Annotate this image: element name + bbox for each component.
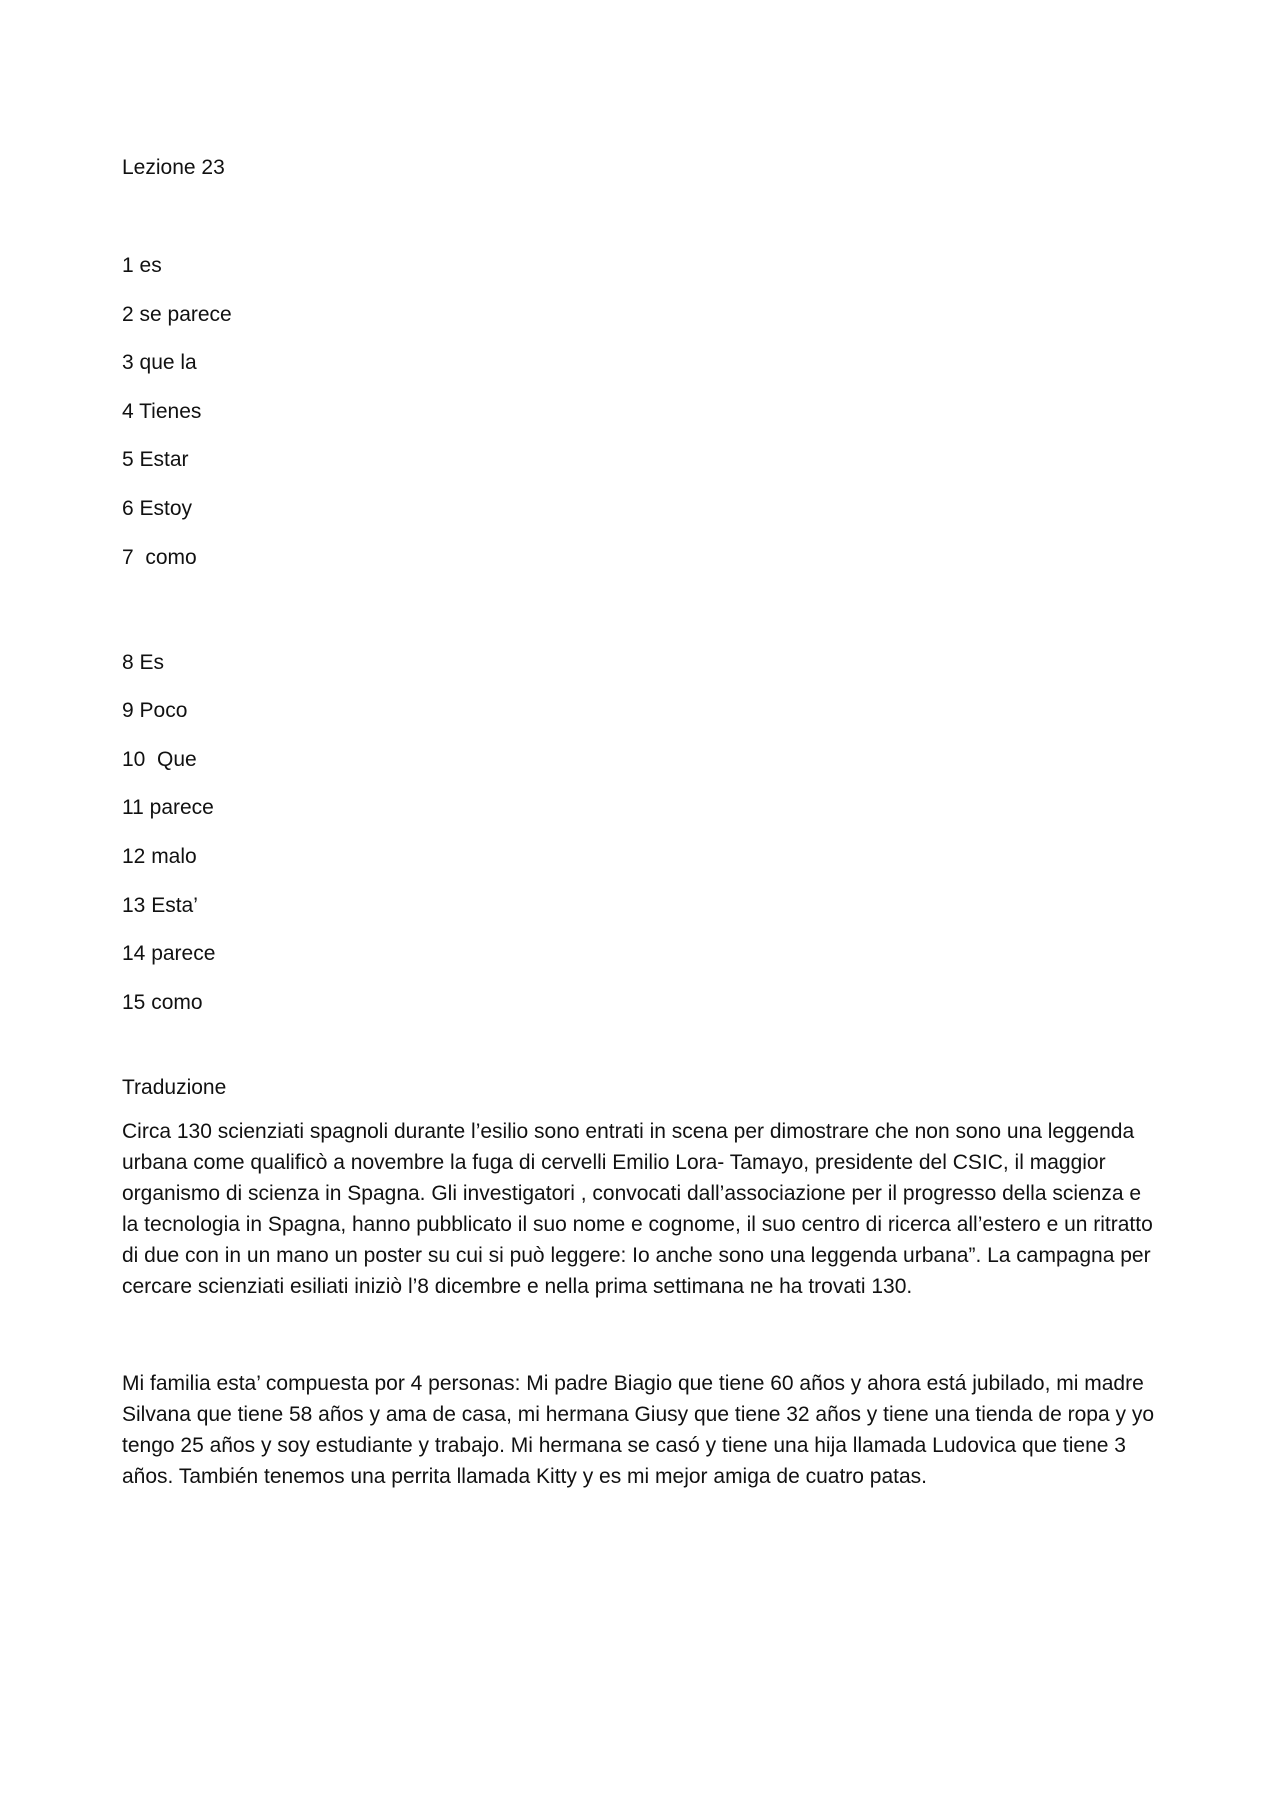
answer-item: 13 Esta’: [122, 893, 198, 917]
lesson-title: Lezione 23: [122, 156, 225, 179]
translation-paragraph: Circa 130 scienziati spagnoli durante l’esilio sono entrati in scena per dimostrare che non sono una leggenda urbana come qualificò a novembre la fuga di cervelli Emilio Lora- Tamayo, presidente del CSIC, il maggior organismo di scienza in Spagna. Gli investigatori , convocati dall’associazione per il progresso della scienza e la tecnologia in Spagna, hanno pubblicato il suo nome e cognome, il suo centro di ricerca all’estero e un ritratto di due con in un mano un poster su cui si può leggere: Io anche sono una leggenda urbana”. La campagna per cercare scienziati esiliati iniziò l’8 dicembre e nella prima settimana ne ha trovati 130.: [122, 1119, 1153, 1298]
answer-item: 1 es: [122, 254, 162, 277]
translation-heading: Traduzione: [122, 1075, 227, 1099]
answer-item: 11 parece: [122, 796, 214, 820]
answer-item: 7 como: [122, 545, 197, 569]
answer-item: 5 Estar: [122, 448, 189, 472]
answer-item: 2 se parece: [122, 302, 232, 326]
answer-item: 12 malo: [122, 844, 197, 868]
answer-list-part1: [122, 252, 1162, 572]
answer-item: 8 Es: [122, 650, 165, 674]
answer-item: 15 como: [122, 990, 203, 1014]
answer-item: 14 parece: [122, 942, 216, 966]
answer-item: 9 Poco: [122, 699, 188, 723]
answer-item: 10 Que: [122, 747, 197, 771]
answer-item: 6 Estoy: [122, 496, 193, 520]
answer-item: 3 que la: [122, 351, 197, 375]
answer-list-part2: [122, 649, 1162, 1017]
family-paragraph: Mi familia esta’ compuesta por 4 personas: Mi padre Biagio que tiene 60 años y ahora está jubilado, mi madre Silvana que tiene 58 años y ama de casa, mi hermana Giusy que tiene 32 años y tiene una tienda de ropa y yo tengo 25 años y soy estudiante y trabajo. Mi hermana se casó y tiene una hija llamada Ludovica que tiene 3 años. También tenemos una perrita llamada Kitty y es mi mejor amiga de cuatro patas.: [122, 1371, 1154, 1488]
document-body: [122, 154, 1162, 1492]
answer-item: 4 Tienes: [122, 399, 202, 423]
